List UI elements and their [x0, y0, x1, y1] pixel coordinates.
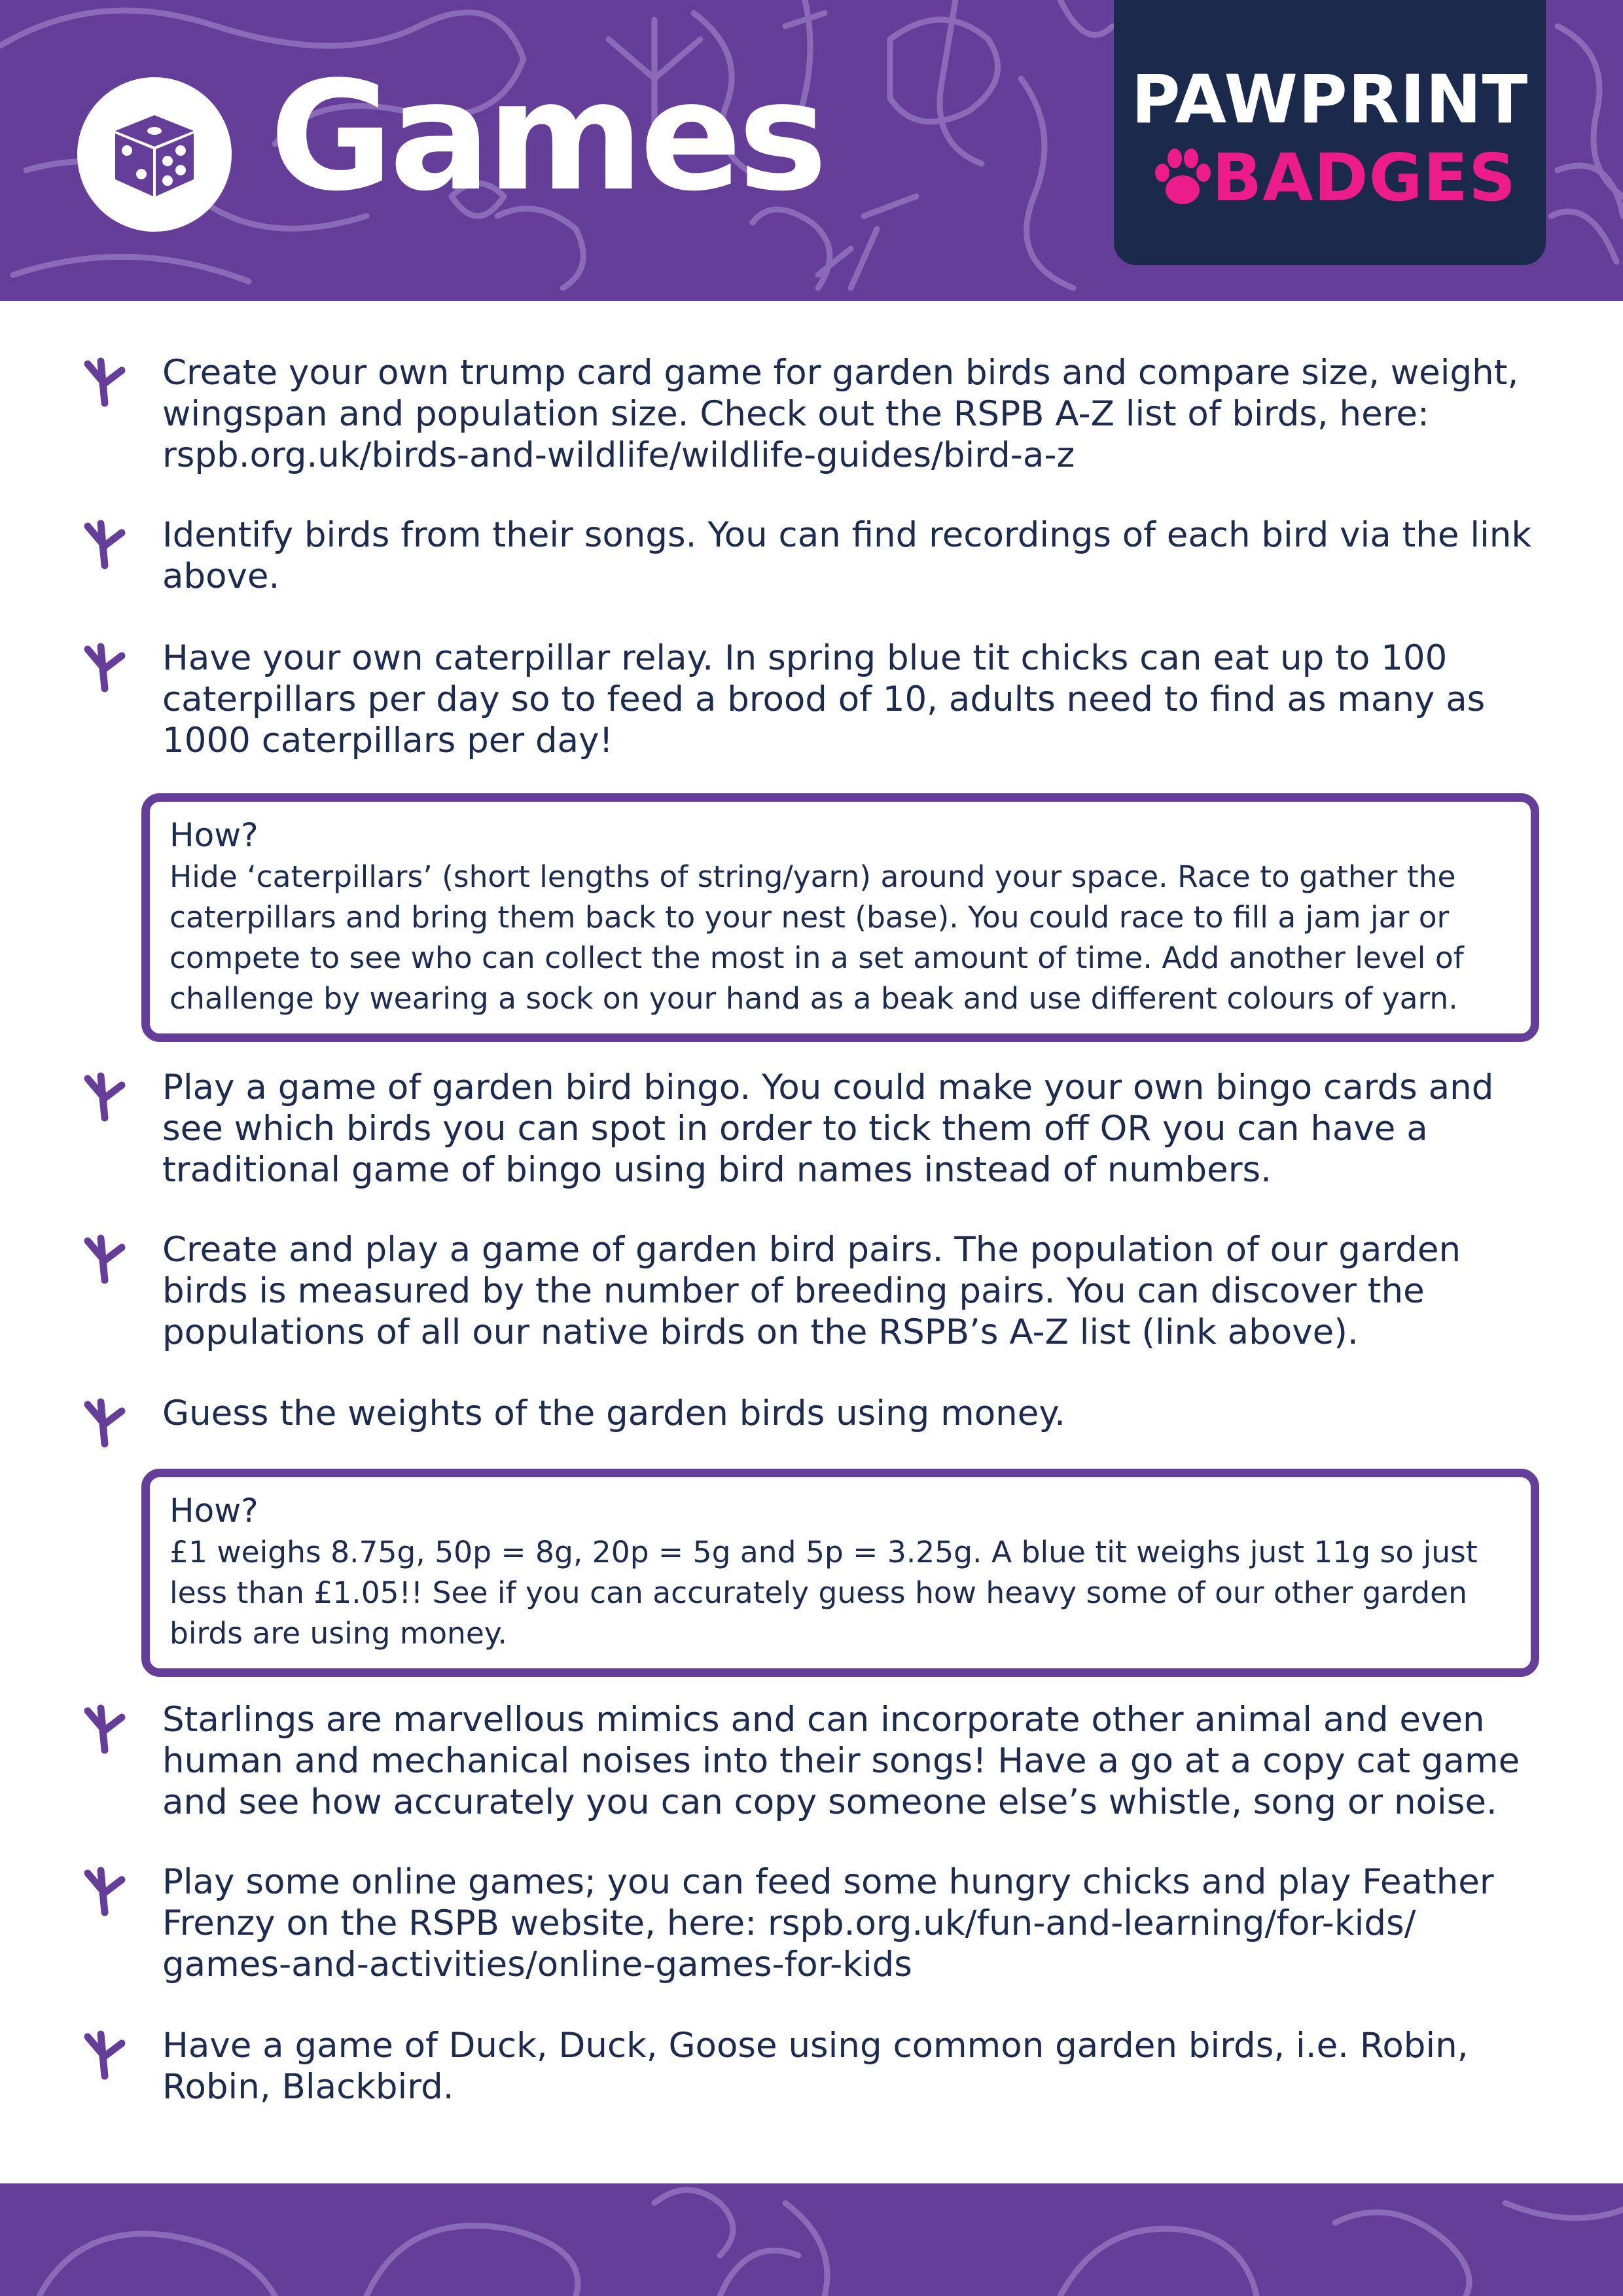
- background-doodle-pattern: [0, 2183, 1623, 2296]
- how-label: How?: [169, 816, 259, 854]
- pawprint-badges-logo: [1114, 0, 1546, 265]
- how-box-caterpillar-relay: [141, 793, 1539, 1042]
- activity-text: Guess the weights of the garden birds using money.: [162, 1393, 1065, 1433]
- activity-text: Identify birds from their songs. You can find recordings of each bird via the link above.: [162, 515, 1532, 596]
- activity-text: Play some online games; you can feed some hungry chicks and play Feather Frenzy on the RSPB website, here: rspb.org.uk/fun-and-learning/for-kids/ games-and-activities/online-games-for-kids: [162, 1862, 1494, 1984]
- bird-footprint-icon: [81, 1069, 127, 1122]
- activity-text: Create your own trump card game for garden birds and compare size, weight, wingspan and population size. Check out the RSPB A-Z list of birds, here: rspb.org.uk/birds-and-wildlife/wildlife-guides/bird-a-z: [162, 353, 1519, 475]
- bird-footprint-icon: [81, 1232, 127, 1284]
- bird-footprint-icon: [81, 1864, 127, 1916]
- bird-footprint-icon: [81, 640, 127, 692]
- footer-banner: [0, 2183, 1623, 2296]
- activity-text: Play a game of garden bird bingo. You could make your own bingo cards and see which birds you can spot in order to tick them off OR you can have a traditional game of bingo using bird names instead of numbers.: [162, 1067, 1494, 1190]
- page-title: Games: [270, 50, 824, 224]
- bird-footprint-icon: [81, 517, 127, 569]
- header-banner: [0, 0, 1623, 301]
- bird-footprint-icon: [81, 355, 127, 407]
- how-text: £1 weighs 8.75g, 50p = 8g, 20p = 5g and 5p = 3.25g. A blue tit weighs just 11g so just less than £1.05!! See if you can accurately guess how heavy some of our other garden birds are using money.: [169, 1535, 1478, 1651]
- dice-badge: [77, 77, 232, 232]
- bird-footprint-icon: [81, 2028, 127, 2080]
- bird-footprint-icon: [81, 1702, 127, 1754]
- activity-text: Create and play a game of garden bird pairs. The population of our garden birds is measured by the number of breeding pairs. You can discover the populations of all our native birds on the RSPB’s A-Z list (link above).: [162, 1230, 1461, 1352]
- how-text: Hide ‘caterpillars’ (short lengths of string/yarn) around your space. Race to gather the caterpillars and bring them back to your nest (base). You could race to fill a jam jar or compete to see who can collect the most in a set amount of time. Add another level of challenge by wearing a sock on your hand as a beak and use different colours of yarn.: [169, 859, 1464, 1016]
- how-label: How?: [169, 1492, 259, 1530]
- logo-word-pawprint: PAWPRINT: [1131, 61, 1529, 139]
- activity-text: Starlings are marvellous mimics and can incorporate other animal and even human and mechanical noises into their songs! Have a go at a copy cat game and see how accurately you can copy someone else’s whistle, song or noise.: [162, 1700, 1520, 1822]
- bird-footprint-icon: [81, 1395, 127, 1448]
- logo-word-badges: BADGES: [1212, 139, 1517, 216]
- activity-text: Have your own caterpillar relay. In spring blue tit chicks can eat up to 100 caterpillars per day so to feed a brood of 10, adults need to find as many as 1000 caterpillars per day!: [162, 638, 1486, 761]
- activity-text: Have a game of Duck, Duck, Goose using common garden birds, i.e. Robin, Robin, Blackbird.: [162, 2026, 1469, 2107]
- how-box-bird-weights: [141, 1469, 1539, 1677]
- paw-icon: [1153, 145, 1212, 211]
- dice-icon: [77, 77, 232, 232]
